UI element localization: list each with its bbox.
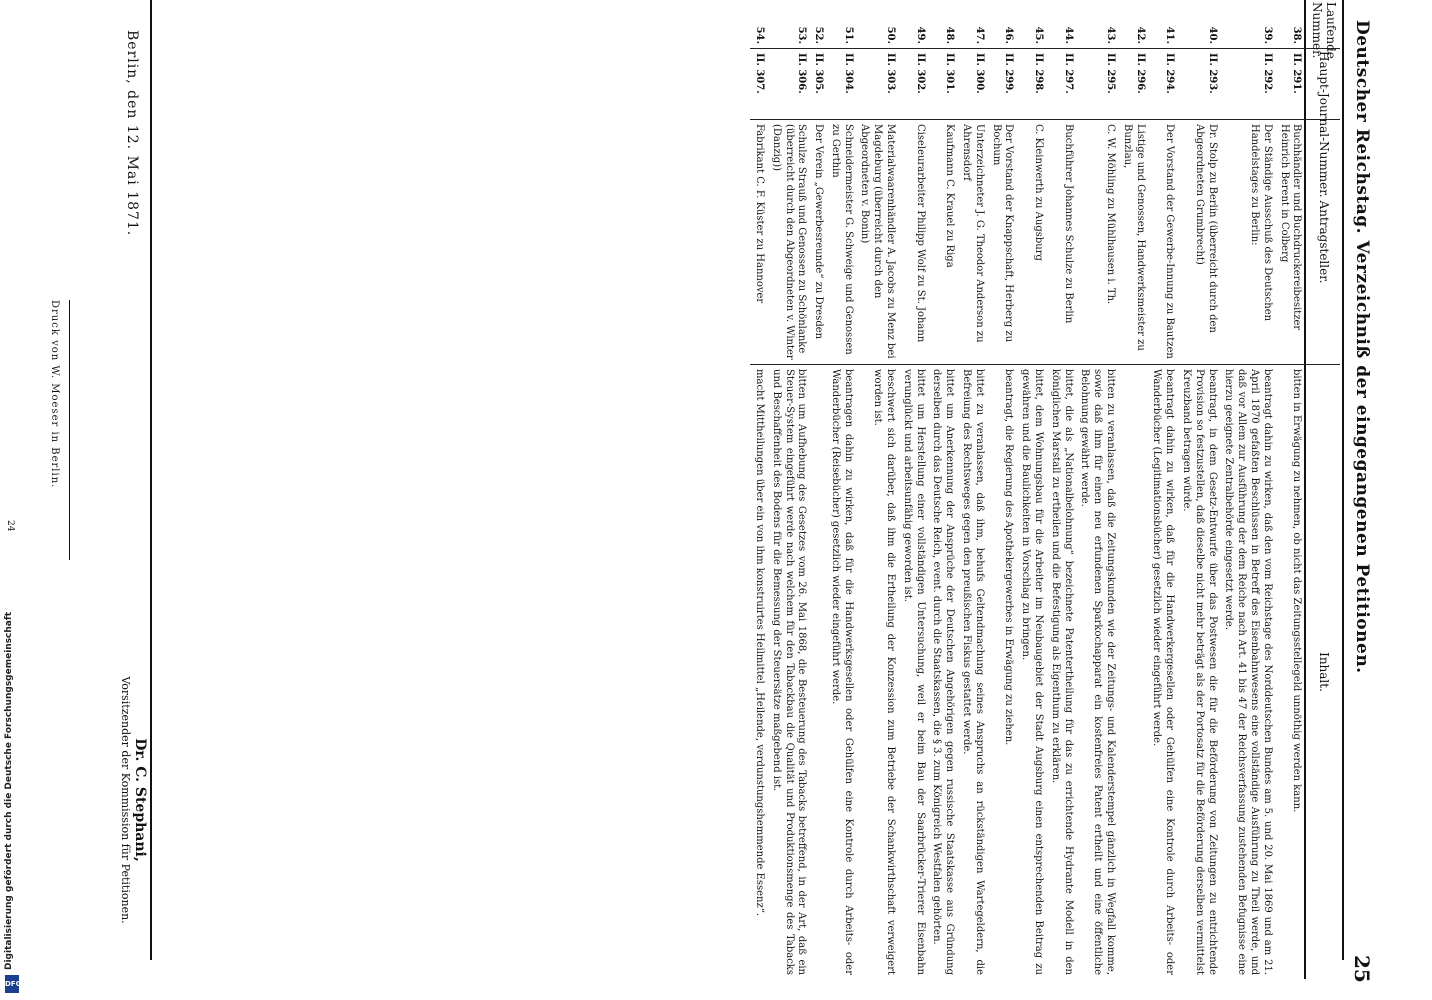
row-antragsteller: Listige und Genossen, Handwerksmeister zu Bunzlau,	[1118, 120, 1148, 365]
row-number: 43.	[1105, 26, 1117, 44]
row-inhalt: beantragt dahin zu wirken, daß für die Handwerkergesellen oder Gehülfen eine Kontrole durch Arbeits- oder Wanderbücher (Legitimationsbücher) gesetzlich wieder eingeführt werde.	[1148, 365, 1178, 980]
row-antragsteller: Der Vorstand der Knappschaft, Herberg zu Bochum	[987, 120, 1017, 365]
page-title: Deutscher Reichstag. Verzeichniß der eingegangenen Petitionen.	[1352, 20, 1372, 674]
table-row	[1275, 0, 1306, 979]
table-row	[750, 0, 767, 979]
digitization-note: Digitalisierung gefördert durch die Deutsche Forschungsgemeinschaft	[4, 611, 14, 970]
row-journal-number: II. 305.	[809, 49, 826, 120]
row-journal-number: II. 302.	[898, 49, 928, 120]
row-number: 42.	[1134, 26, 1146, 44]
row-journal-number: II. 303.	[856, 49, 898, 120]
row-number: 48.	[944, 26, 956, 44]
table-row	[1148, 0, 1178, 979]
signature-name: Dr. C. Stephani,	[132, 738, 148, 862]
row-journal-number: II. 299.	[987, 49, 1017, 120]
row-inhalt: beantragen dahin zu wirken, daß für die Handwerksgesellen oder Gehülfen eine Kontrole durch Arbeits- oder Wanderbücher (Reisebücher) gesetzlich wieder eingeführt werde.	[826, 365, 856, 980]
table-row	[856, 0, 898, 979]
table-row	[898, 0, 928, 979]
row-journal-number: II. 295.	[1076, 49, 1118, 120]
row-inhalt: bittet zu veranlassen, daß ihm, behufs Geltendmachung seines Anspruchs an rückständigen Wartegeldern, die Befreiung des Rechtsweges gegen den preußischen Fiskus gestattet werde.	[957, 365, 987, 980]
row-journal-number: II. 292.	[1220, 49, 1275, 120]
row-inhalt: bitten in Erwägung zu nehmen, ob nicht das Zeitungsstellegeld unnöthig werden kann.	[1275, 365, 1306, 980]
row-journal-number: II. 297.	[1046, 49, 1076, 120]
table-row	[987, 0, 1017, 979]
row-inhalt: bittet um Anerkennung der Ansprüche der Deutschen Angehörigen gegen russische Staatskasse aus Gründung derselben durch das Deutsche Reich, event. durch die Staatskassen, die § 3. zum Königreich Westfalen gehörten.	[928, 365, 958, 980]
row-inhalt: beantragt dahin zu wirken, daß den vom Reichstage des Norddeutschen Bundes am 5. und 20. Mai 1869 und am 21. April 1870 gefaßten Beschlüssen in Betreff des Eisenbahnwesens eine vollständige Ausführung zu Theil werde, und daß vor Allem zur Ausführung der dem Reiche nach Art. 41 bis 47 der Reichsverfassung zustehenden Befugnisse eine hierzu geeignete Zentralbehörde eingesetzt werde.	[1220, 365, 1275, 980]
footer-mark: 24	[5, 520, 15, 532]
row-inhalt: macht Mittheilungen über ein von ihm konstruirtes Heilmittel „Heilende, verdunstungshemmende Essenz“.	[750, 365, 767, 980]
row-number: 39.	[1261, 26, 1273, 44]
printer-imprint: Druck von W. Moeser in Berlin.	[49, 300, 60, 489]
dateline: Berlin, den 12. Mai 1871.	[124, 30, 140, 237]
row-antragsteller: Ciseleurarbeiter Philipp Wolf zu St. Johann	[898, 120, 928, 365]
row-journal-number: II. 298.	[1016, 49, 1046, 120]
row-antragsteller: Unterzeichneter J. G. Theodor Anderson zu Ahrensdorf	[957, 120, 987, 365]
table-row	[826, 0, 856, 979]
table-row	[1046, 0, 1076, 979]
row-inhalt: bitten um Aufhebung des Gesetzes vom 26. Mai 1868, die Besteuerung des Tabacks betreffend, in der Art, daß ein Steuer-System eingeführt werde nach welchem für den Tabackbau die Qualität und Produktionsmenge des Tabacks und Beschaffenheit des Bodens für die Bemessung der Steuersätze maßgebend ist.	[767, 365, 809, 980]
table-row	[809, 0, 826, 979]
row-inhalt: beantragt, in dem Gesetz-Entwurfe über das Postwesen die für die Beförderung von Zeitungen zu entrichtende Provision so festzustellen, daß dieselbe nicht mehr beträgt als der Portosatz für die Beförderung derselben vermittelst Kreuzband betragen würde.	[1177, 365, 1219, 980]
page-header	[1346, 0, 1376, 1000]
row-journal-number: II. 296.	[1118, 49, 1148, 120]
row-number: 47.	[973, 26, 985, 44]
table-row	[1076, 0, 1118, 979]
row-number: 45.	[1033, 26, 1045, 44]
column-header-lfd: Laufende Nummer.	[1305, 0, 1340, 49]
digitization-sidebar	[4, 390, 20, 998]
row-number: 44.	[1062, 26, 1074, 44]
page-number: 25	[1350, 955, 1374, 983]
row-antragsteller: Der Verein „Gewerbesreunde“ zu Dresden	[809, 120, 826, 365]
row-antragsteller: Schulze Strauß und Genossen zu Schönlanke (überreicht durch den Abgeordneten v. Winter (Danzig))	[767, 120, 809, 365]
column-header-inhalt: Inhalt.	[1305, 365, 1340, 980]
row-journal-number: II. 304.	[826, 49, 856, 120]
row-number: 49.	[914, 26, 926, 44]
row-antragsteller: Kaufmann C. Krauel zu Riga	[928, 120, 958, 365]
row-inhalt	[809, 365, 826, 980]
row-inhalt	[1118, 365, 1148, 980]
row-antragsteller: Materialwaarenhändler A. Jacobs zu Menz bei Magdeburg (überreicht durch den Abgeordneten v. Bonin)	[856, 120, 898, 365]
row-inhalt: bitten zu veranlassen, daß die Zeitungskunden wie der Zeitungs- und Kalenderstempel gänzlich in Wegfall komme, sowie daß ihm für einen neu erfundenen Sparkochapparat ein kostenfreies Patent ertheilt und eine öffentliche Belohnung gewährt werde.	[1076, 365, 1118, 980]
row-antragsteller: C. Kleinwerth zu Augsburg	[1016, 120, 1046, 365]
row-number: 54.	[753, 26, 765, 44]
table-bottom-rule	[151, 0, 153, 960]
row-antragsteller: Schneidermeister G. Schweige und Genossen zu Gerthin	[826, 120, 856, 365]
row-inhalt: beantragt, die Regierung des Apothekergewerbes in Erwägung zu ziehen.	[987, 365, 1017, 980]
row-journal-number: II. 294.	[1148, 49, 1178, 120]
dfg-logo-icon: DFG	[5, 975, 19, 993]
petitions-table	[750, 0, 1340, 979]
row-inhalt: bittet, dem Wohnungsbau für die Arbeiter im Neubaugebiet der Stadt Augsburg einen entsprechenden Beitrag zu gewähren und die Baulichkeiten in Vorschlag zu bringen.	[1016, 365, 1046, 980]
row-number: 46.	[1003, 26, 1015, 44]
row-antragsteller: Der Vorstand der Gewerbe-Innung zu Bautzen	[1148, 120, 1178, 365]
row-antragsteller: C. W. Möhling zu Mühlhausen i. Th.	[1076, 120, 1118, 365]
row-number: 51.	[842, 26, 854, 44]
row-inhalt: bittet, die als „Nationalbelohnung“ bezeichnete Patentertheilung für das zu errichtende Hydrante Modell in den königlichen Marstall zu ertheilen und die Befestigung als Eigenthum zu erklären.	[1046, 365, 1076, 980]
table-row	[957, 0, 987, 979]
row-number: 40.	[1206, 26, 1218, 44]
row-number: 52.	[813, 26, 825, 44]
row-journal-number: II. 291.	[1275, 49, 1306, 120]
row-inhalt: bittet um Herstellung einer vollständigen Untersuchung, weil er beim Bau der Saarbrücker-Trierer Eisenbahn verunglückt und arbeitsunfähig geworden ist.	[898, 365, 928, 980]
row-antragsteller: Fabrikant C. F. Küster zu Hannover	[750, 120, 767, 365]
signature-role: Vorsitzender der Kommission für Petitionen.	[119, 676, 132, 924]
row-journal-number: II. 300.	[957, 49, 987, 120]
header-rule	[1342, 0, 1344, 960]
row-inhalt: beschwert sich darüber, daß ihm die Ertheilung der Konzession zum Betriebe der Schankwirthschaft verweigert worden ist.	[856, 365, 898, 980]
row-number: 38.	[1291, 26, 1303, 44]
row-journal-number: II. 306.	[767, 49, 809, 120]
table-row	[1118, 0, 1148, 979]
signature-block	[119, 640, 148, 960]
row-journal-number: II. 293.	[1177, 49, 1219, 120]
table-row	[1177, 0, 1219, 979]
row-number: 41.	[1164, 26, 1176, 44]
row-journal-number: II. 301.	[928, 49, 958, 120]
column-header-journal: Haupt-Journal-Nummer.	[1305, 49, 1340, 120]
row-journal-number: II. 307.	[750, 49, 767, 120]
table-row	[1016, 0, 1046, 979]
table-row	[1220, 0, 1275, 979]
row-number: 50.	[885, 26, 897, 44]
row-number: 53.	[796, 26, 808, 44]
printer-rule	[69, 300, 70, 560]
row-antragsteller: Buchhändler und Buchdruckereibesitzer Heinrich Berent in Colberg	[1275, 120, 1306, 365]
row-antragsteller: Der Ständige Ausschuß des Deutschen Handelstages zu Berlin:	[1220, 120, 1275, 365]
table-row	[928, 0, 958, 979]
table-header-row	[1305, 0, 1340, 979]
table-row	[767, 0, 809, 979]
row-antragsteller: Buchführer Johannes Schulze zu Berlin	[1046, 120, 1076, 365]
row-antragsteller: Dr. Stolp zu Berlin (überreicht durch den Abgeordneten Grumbrecht)	[1177, 120, 1219, 365]
column-header-antragsteller: Antragsteller.	[1305, 120, 1340, 365]
